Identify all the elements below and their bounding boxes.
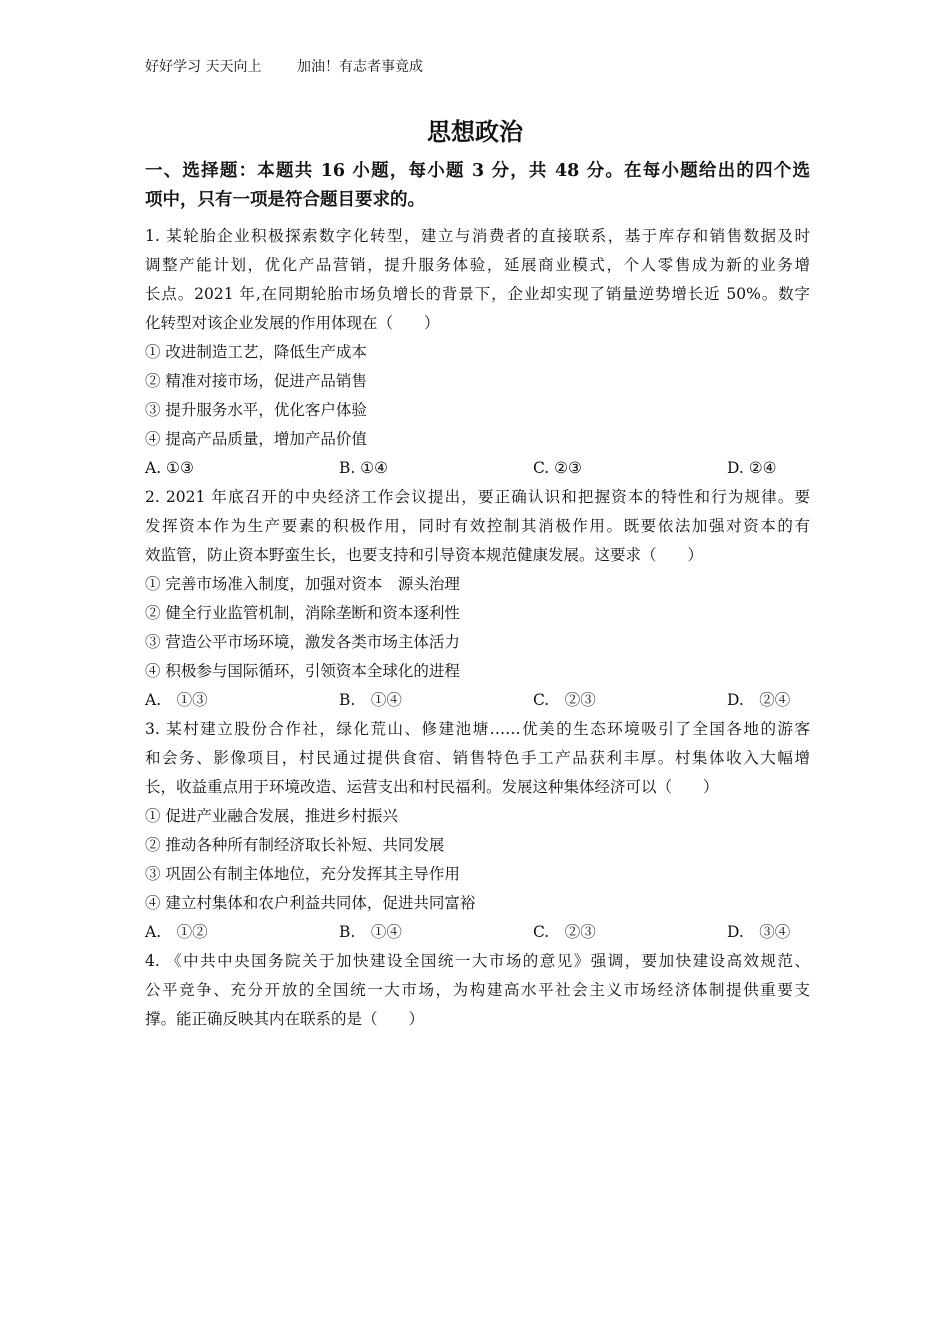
answer-option[interactable]: B. ①④ xyxy=(339,691,402,709)
question-statement: ① 改进制造工艺，降低生产成本 xyxy=(145,343,367,361)
answer-option[interactable]: A. ①③ xyxy=(145,691,208,709)
question-stem-line: 长点。2021 年,在同期轮胎市场负增长的背景下，企业却实现了销量逆势增长近 50%。数字 xyxy=(145,285,810,303)
question-statement: ④ 积极参与国际循环，引领资本全球化的进程 xyxy=(145,662,460,680)
question-statement: ④ 提高产品质量，增加产品价值 xyxy=(145,430,367,448)
answer-option[interactable]: C. ②③ xyxy=(533,459,582,477)
question-stem-line: 公平竞争、充分开放的全国统一大市场，为构建高水平社会主义市场经济体制提供重要支 xyxy=(145,981,810,999)
question-statement: ① 完善市场准入制度，加强对资本 源头治理 xyxy=(145,575,460,593)
question-statement: ① 促进产业融合发展，推进乡村振兴 xyxy=(145,807,398,825)
section-heading-line: 项中，只有一项是符合题目要求的。 xyxy=(145,190,425,210)
question-stem-line: 长，收益重点用于环境改造、运营支出和村民福利。发展这种集体经济可以（ ） xyxy=(145,778,719,796)
section-heading-line: 一、选择题：本题共 16 小题，每小题 3 分，共 48 分。在每小题给出的四个选 xyxy=(145,161,810,181)
question-2 xyxy=(145,483,810,715)
answer-option[interactable]: A. ①② xyxy=(145,923,208,941)
question-statement: ④ 建立村集体和农户利益共同体，促进共同富裕 xyxy=(145,894,476,912)
question-stem-line: 发挥资本作为生产要素的积极作用，同时有效控制其消极作用。既要依法加强对资本的有 xyxy=(145,517,810,535)
answer-options xyxy=(145,918,810,947)
question-3 xyxy=(145,715,810,947)
section-heading xyxy=(145,157,810,215)
question-stem-line: 3. 某村建立股份合作社，绿化荒山、修建池塘……优美的生态环境吸引了全国各地的游客 xyxy=(145,720,810,738)
question-stem-line: 效监管，防止资本野蛮生长，也要支持和引导资本规范健康发展。这要求（ ） xyxy=(145,546,704,564)
question-statement: ② 精准对接市场，促进产品销售 xyxy=(145,372,367,390)
question-stem-line: 撑。能正确反映其内在联系的是（ ） xyxy=(145,1010,425,1028)
question-statement: ③ 巩固公有制主体地位，充分发挥其主导作用 xyxy=(145,865,460,883)
question-statement: ③ 营造公平市场环境，激发各类市场主体活力 xyxy=(145,633,460,651)
answer-option[interactable]: B. ①④ xyxy=(339,459,389,477)
page-title: 思想政治 xyxy=(427,117,523,146)
question-4 xyxy=(145,947,810,1034)
answer-option[interactable]: D. ③④ xyxy=(727,923,791,941)
answer-option[interactable]: C. ②③ xyxy=(533,691,596,709)
question-stem-line: 4. 《中共中央国务院关于加快建设全国统一大市场的意见》强调，要加快建设高效规范、 xyxy=(145,952,810,970)
question-1 xyxy=(145,222,810,483)
question-statement: ② 健全行业监管机制，消除垄断和资本逐利性 xyxy=(145,604,460,622)
answer-option[interactable]: D. ②④ xyxy=(727,459,777,477)
page-header: 好好学习 天天向上 加油！有志者事竟成 xyxy=(145,59,424,75)
question-list xyxy=(145,222,810,1034)
question-statement: ③ 提升服务水平，优化客户体验 xyxy=(145,401,367,419)
question-statement: ② 推动各种所有制经济取长补短、共同发展 xyxy=(145,836,445,854)
answer-options xyxy=(145,454,810,483)
answer-option[interactable]: D. ②④ xyxy=(727,691,791,709)
question-stem-line: 调整产能计划，优化产品营销，提升服务体验，延展商业模式，个人零售成为新的业务增 xyxy=(145,256,810,274)
question-stem-line: 2. 2021 年底召开的中央经济工作会议提出，要正确认识和把握资本的特性和行为规律。要 xyxy=(145,488,810,506)
answer-options xyxy=(145,686,810,715)
answer-option[interactable]: C. ②③ xyxy=(533,923,596,941)
answer-option[interactable]: B. ①④ xyxy=(339,923,402,941)
question-stem-line: 1. 某轮胎企业积极探索数字化转型，建立与消费者的直接联系，基于库存和销售数据及时 xyxy=(145,227,810,245)
question-stem-line: 和会务、影像项目，村民通过提供食宿、销售特色手工产品获利丰厚。村集体收入大幅增 xyxy=(145,749,810,767)
question-stem-line: 化转型对该企业发展的作用体现在（ ） xyxy=(145,314,440,332)
answer-option[interactable]: A. ①③ xyxy=(145,459,194,477)
